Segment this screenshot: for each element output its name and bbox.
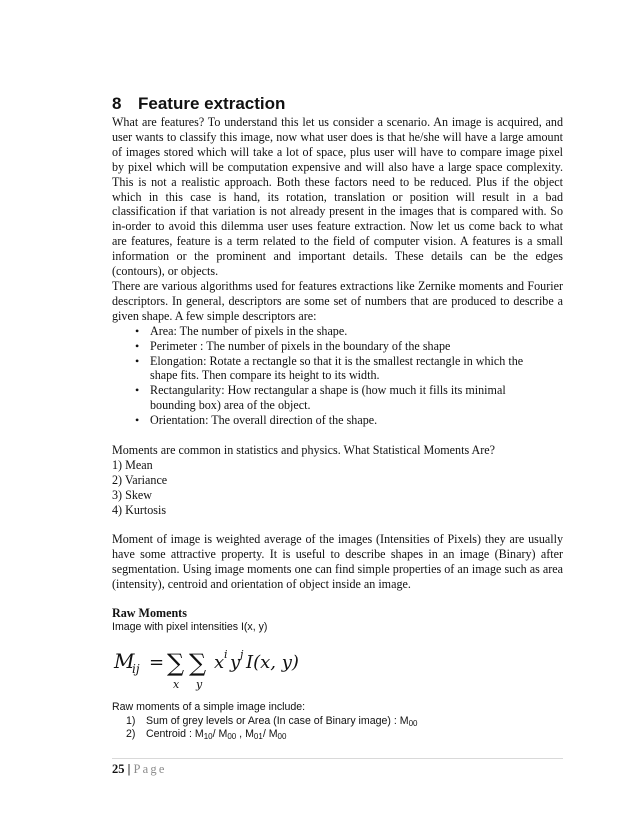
list-item: 2) Variance xyxy=(112,472,168,487)
raw-moment-formula xyxy=(112,646,563,692)
list-item: 1) Sum of grey levels or Area (In case of Binary image) : $M_{00}$ xyxy=(126,714,418,728)
descriptor-list xyxy=(112,324,563,428)
list-item: • Rectangularity: How rectangular a shape is (how much it fills its minimal bounding box) area of the object. xyxy=(150,383,563,413)
list-item: • Perimeter : The number of pixels in the boundary of the shape xyxy=(150,339,563,354)
formula-lhs-sub: ij xyxy=(132,662,140,677)
formula-sum-y: ∑ xyxy=(189,649,207,678)
list-item: 2) Centroid : $M_{10}/$ $M_{00}$ , $M_{01}/$ $M_{00}$ xyxy=(126,728,287,742)
section-title: Feature extraction xyxy=(138,94,286,113)
raw-moments-subtitle: Image with pixel intensities I(x, y) xyxy=(112,620,268,633)
list-item: • Area: The number of pixels in the shape. xyxy=(150,324,563,339)
page-footer xyxy=(112,762,167,777)
footer-separator: | xyxy=(124,762,134,776)
list-item: • Orientation: The overall direction of the shape. xyxy=(150,413,563,428)
section-number: 8 xyxy=(112,94,122,113)
list-item: 4) Kurtosis xyxy=(112,502,167,517)
formula-equals: = xyxy=(149,652,165,674)
formula-x: x xyxy=(214,652,225,674)
formula-y-exp: j xyxy=(240,648,244,662)
raw-moments-list xyxy=(112,715,563,742)
page-label: Page xyxy=(133,762,167,776)
moment-image-paragraph: Moment of image is weighted average of the images (Intensities of Pixels) they are usually have some attractive property. It is useful to describe shapes in an image (Binary) after segmentation. Using image moments one can find simple properties of an image such as area (intensity), centroid and orientation of object inside an image. xyxy=(112,532,563,592)
list-item: 3) Skew xyxy=(112,487,152,502)
formula-x-exp: i xyxy=(224,648,228,662)
formula-lhs: M xyxy=(114,649,135,674)
footer-divider xyxy=(112,758,563,759)
page-number: 25 xyxy=(112,762,125,776)
list-item: 1) Mean xyxy=(112,457,153,472)
moments-list xyxy=(112,458,563,518)
raw-moments-list-intro: Raw moments of a simple image include: xyxy=(112,701,306,714)
formula-sum-x-index: x xyxy=(173,678,180,692)
intro-paragraph: What are features? To understand this let us consider a scenario. An image is acquired, and user wants to classify this image, now what user does is that he/she will have a large amount of images stored which will take a lot of space, plus user will have to compare image pixel by pixel which will be computation expensive and will also have a large space complexity. This is not a realistic approach. Both these factors need to be reduced. Plus if the object which in this case is hand, its rotation, translation or position will result in a bad classification if that variation is not already present in the images that is compared with. So in-order to avoid this dilemma user uses feature extraction. Now let us come back to what are features, feature is a term related to the field of computer vision. A features is a small information or the prominent and important details. These details can be the edges (contours), or objects. xyxy=(112,115,563,279)
formula-y: y xyxy=(230,652,241,674)
moments-intro: Moments are common in statistics and physics. What Statistical Moments Are? xyxy=(112,442,496,457)
formula-sum-y-index: y xyxy=(196,678,203,692)
formula-rhs: I(x, y) xyxy=(246,652,299,674)
page-content xyxy=(112,94,563,742)
section-heading xyxy=(112,94,563,114)
raw-moments-title: Raw Moments xyxy=(112,605,187,620)
algorithms-paragraph: There are various algorithms used for features extractions like Zernike moments and Fourier descriptors. In general, descriptors are some set of numbers that are produced to describe a given shape. A few simple descriptors are: xyxy=(112,278,563,323)
list-item: • Elongation: Rotate a rectangle so that it is the smallest rectangle in which the shape fits. Then compare its height to its width. xyxy=(150,354,563,384)
formula-sum-x: ∑ xyxy=(167,649,185,678)
